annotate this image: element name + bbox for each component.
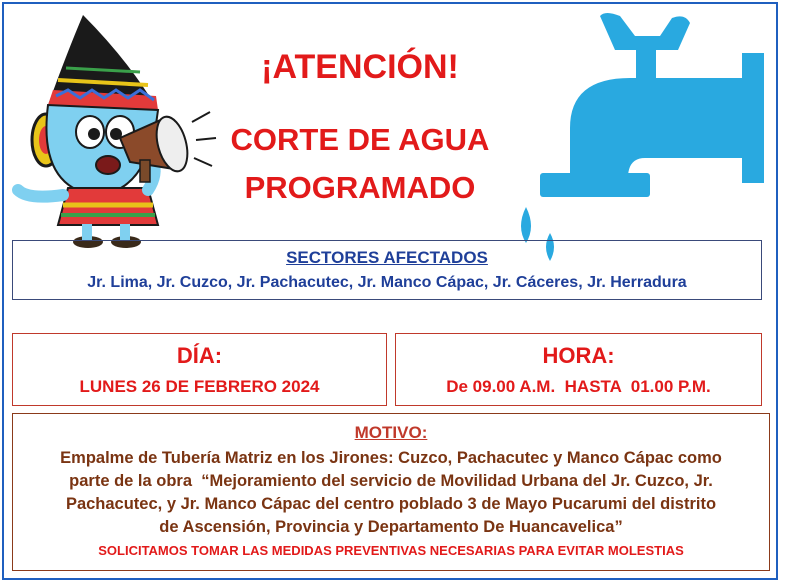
- sectors-title: SECTORES AFECTADOS: [286, 248, 488, 267]
- sectors-box: [12, 240, 762, 300]
- hour-box: [395, 333, 762, 406]
- day-box: [12, 333, 387, 406]
- day-value: LUNES 26 DE FEBRERO 2024: [79, 377, 320, 396]
- sectors-list: Jr. Lima, Jr. Cuzco, Jr. Pachacutec, Jr. Manco Cápac, Jr. Cáceres, Jr. Herradura: [87, 274, 687, 291]
- motive-line-2: parte de la obra “Mejoramiento del servicio de Movilidad Urbana del Jr. Cuzco, Jr.: [69, 472, 713, 490]
- scheduled-title: PROGRAMADO: [244, 170, 476, 205]
- attention-title: ¡ATENCIÓN!: [261, 48, 459, 86]
- warning-text: SOLICITAMOS TOMAR LAS MEDIDAS PREVENTIVAS NECESARIAS PARA EVITAR MOLESTIAS: [98, 543, 684, 558]
- motive-line-1: Empalme de Tubería Matriz en los Jirones: Cuzco, Pachacutec y Manco Cápac como: [60, 449, 722, 467]
- motive-line-3: Pachacutec, y Jr. Manco Cápac del centro poblado 3 de Mayo Pucarumi del distrito: [65, 495, 717, 513]
- cut-title: CORTE DE AGUA: [230, 122, 490, 157]
- motive-box: [12, 413, 770, 571]
- day-label: DÍA:: [176, 343, 223, 368]
- motive-line-4: de Ascensión, Provincia y Departamento De Huancavelica”: [159, 518, 623, 536]
- hour-label: HORA:: [542, 343, 615, 368]
- hour-value: De 09.00 A.M. HASTA 01.00 P.M.: [446, 377, 711, 396]
- motive-label: MOTIVO:: [354, 423, 428, 442]
